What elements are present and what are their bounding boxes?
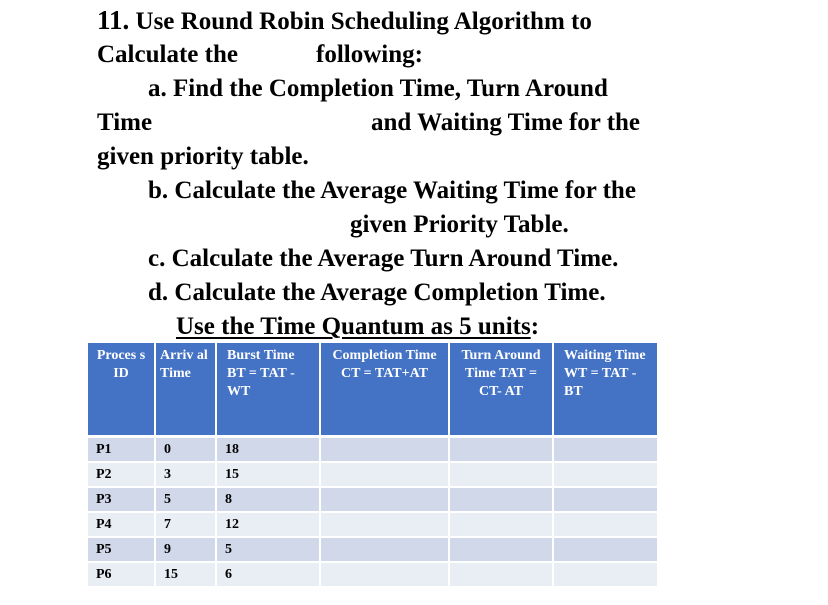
header-waiting-time: Waiting Time WT = TAT -BT — [553, 343, 657, 436]
item-a-line1: a. Find the Completion Time, Turn Around — [148, 75, 608, 102]
cell-completion — [320, 512, 449, 537]
question-title-line2a: Calculate the — [97, 41, 238, 68]
table-row — [88, 462, 657, 487]
header-process-id: Proces s ID — [88, 343, 155, 436]
cell-turnaround — [449, 462, 553, 487]
cell-arrival: 7 — [155, 512, 216, 537]
header-burst-time: Burst Time BT = TAT - WT — [216, 343, 320, 436]
cell-turnaround — [449, 562, 553, 587]
cell-arrival: 3 — [155, 462, 216, 487]
item-a-line3: given priority table. — [97, 143, 309, 170]
cell-waiting — [553, 462, 657, 487]
item-a-line2b: and Waiting Time for the — [371, 109, 641, 136]
header-turnaround-time: Turn Around Time TAT = CT- AT — [449, 343, 553, 436]
cell-completion — [320, 487, 449, 512]
cell-pid: P3 — [88, 487, 155, 512]
table-row — [88, 537, 657, 562]
cell-burst: 12 — [216, 512, 320, 537]
header-completion-time: Completion Time CT = TAT+AT — [320, 343, 449, 436]
cell-burst: 5 — [216, 537, 320, 562]
cell-arrival: 15 — [155, 562, 216, 587]
item-b-line1: b. Calculate the Average Waiting Time for the — [148, 177, 636, 204]
cell-pid: P5 — [88, 537, 155, 562]
cell-completion — [320, 537, 449, 562]
question-title-text: Use Round Robin Scheduling Algorithm to — [135, 8, 592, 35]
cell-burst: 6 — [216, 562, 320, 587]
quantum-text: Use the Time Quantum as 5 units — [176, 313, 531, 340]
quantum-colon: : — [530, 313, 540, 340]
cell-burst: 18 — [216, 436, 320, 462]
cell-pid: P1 — [88, 436, 155, 462]
table-row — [88, 512, 657, 537]
priority-table — [88, 343, 657, 588]
question-title-line2b: following: — [316, 41, 423, 68]
cell-turnaround — [449, 512, 553, 537]
cell-pid: P4 — [88, 512, 155, 537]
cell-completion — [320, 562, 449, 587]
cell-pid: P2 — [88, 462, 155, 487]
cell-waiting — [553, 537, 657, 562]
cell-turnaround — [449, 436, 553, 462]
cell-waiting — [553, 487, 657, 512]
table-header-row — [88, 343, 657, 436]
cell-waiting — [553, 436, 657, 462]
table-row — [88, 436, 657, 462]
cell-arrival: 5 — [155, 487, 216, 512]
cell-turnaround — [449, 537, 553, 562]
cell-pid: P6 — [88, 562, 155, 587]
cell-arrival: 9 — [155, 537, 216, 562]
item-b-line2: given Priority Table. — [350, 211, 569, 238]
cell-completion — [320, 436, 449, 462]
item-a-line2a: Time — [97, 109, 153, 136]
quantum-line — [176, 312, 539, 342]
cell-turnaround — [449, 487, 553, 512]
table-row — [88, 562, 657, 587]
cell-burst: 8 — [216, 487, 320, 512]
cell-completion — [320, 462, 449, 487]
question-number: 11. — [97, 5, 130, 35]
cell-waiting — [553, 562, 657, 587]
cell-arrival: 0 — [155, 436, 216, 462]
question-title-line1 — [97, 5, 592, 37]
header-arrival-time: Arriv al Time — [155, 343, 216, 436]
table-row — [88, 487, 657, 512]
cell-burst: 15 — [216, 462, 320, 487]
item-c: c. Calculate the Average Turn Around Time. — [148, 245, 619, 272]
cell-waiting — [553, 512, 657, 537]
item-d: d. Calculate the Average Completion Time. — [148, 279, 606, 306]
